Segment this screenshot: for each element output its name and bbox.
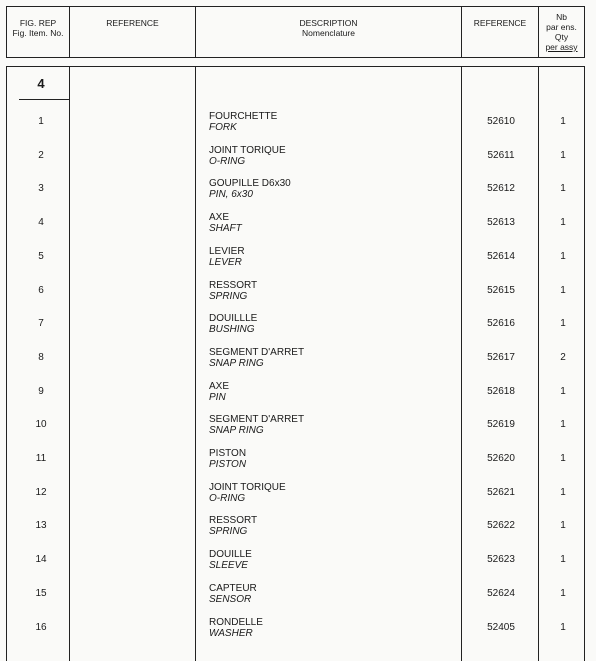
- description-french: GOUPILLE D6x30: [209, 178, 291, 190]
- item-number: 14: [35, 554, 47, 566]
- quantity: 1: [560, 621, 566, 633]
- description-english: PIN, 6x30: [209, 189, 253, 201]
- quantity: 1: [560, 587, 566, 599]
- part-reference: 52624: [487, 587, 515, 599]
- description-french: JOINT TORIQUE: [209, 481, 286, 493]
- quantity: 1: [560, 116, 566, 127]
- quantity: 1: [560, 250, 566, 262]
- description-cell: [209, 381, 229, 403]
- description-french: AXE: [209, 212, 230, 224]
- description-english: BUSHING: [209, 324, 255, 336]
- description-cell: [209, 313, 257, 335]
- header-reference: [70, 7, 196, 57]
- description-cell: [209, 347, 304, 369]
- quantity: 1: [560, 183, 566, 195]
- item-number: 11: [35, 453, 47, 464]
- part-reference: 52405: [487, 621, 515, 633]
- header-description: [196, 7, 462, 57]
- part-reference: 52615: [487, 284, 515, 296]
- table-row: [7, 616, 586, 652]
- part-reference: 52618: [487, 385, 515, 397]
- table-row: [7, 245, 586, 281]
- description-cell: [209, 617, 263, 639]
- table-row: [7, 113, 586, 146]
- part-reference: 52612: [487, 183, 515, 195]
- item-number: 2: [38, 149, 44, 161]
- description-french: LEVIER: [209, 245, 245, 257]
- table-row: [7, 180, 586, 213]
- table-row: [7, 517, 586, 550]
- quantity: 1: [560, 453, 566, 464]
- description-french: SEGMENT D'ARRET: [209, 346, 305, 358]
- description-french: RESSORT: [209, 515, 258, 527]
- description-cell: [209, 145, 286, 167]
- description-french: SEGMENT D'ARRET: [209, 414, 305, 426]
- description-french: PISTON: [209, 448, 247, 459]
- part-reference: 52613: [487, 217, 515, 229]
- description-english: WASHER: [209, 627, 253, 639]
- description-cell: [209, 178, 291, 200]
- item-number: 15: [35, 587, 47, 599]
- description-french: FOURCHETTE: [209, 111, 278, 122]
- description-english: PISTON: [209, 459, 247, 470]
- description-english: SNAP RING: [209, 357, 264, 369]
- item-number: 9: [38, 385, 44, 397]
- part-reference: 52611: [487, 149, 515, 161]
- description-french: RESSORT: [209, 279, 258, 291]
- item-number: 7: [38, 318, 44, 330]
- description-english: O-RING: [209, 492, 246, 504]
- description-english: O-RING: [209, 155, 246, 167]
- description-english: FORK: [209, 122, 237, 133]
- quantity: 1: [560, 284, 566, 296]
- item-number: 5: [38, 250, 44, 262]
- description-cell: [209, 482, 286, 504]
- header-qty: [539, 7, 584, 57]
- quantity: 1: [560, 217, 566, 229]
- description-cell: [209, 549, 252, 571]
- quantity: 2: [560, 351, 566, 363]
- item-number: 3: [38, 183, 44, 195]
- header-fig-rep: [7, 7, 70, 57]
- header-reference-label: REFERENCE: [106, 18, 159, 28]
- item-number: 1: [38, 116, 44, 127]
- header-reference-2-label: REFERENCE: [473, 18, 527, 28]
- description-french: DOUILLLE: [209, 313, 258, 325]
- quantity: 1: [560, 554, 566, 566]
- description-french: JOINT TORIQUE: [209, 144, 286, 156]
- quantity: 1: [560, 486, 566, 498]
- description-english: SHAFT: [209, 223, 242, 235]
- description-french: RONDELLE: [209, 616, 263, 628]
- item-number: 12: [35, 486, 47, 498]
- table-row: [7, 582, 586, 618]
- description-english: SPRING: [209, 526, 248, 538]
- part-reference: 52620: [487, 453, 515, 464]
- description-cell: [209, 246, 245, 268]
- header-par-ens-label: par ens.: [546, 22, 577, 32]
- table-row: [7, 380, 586, 416]
- item-number: 16: [35, 621, 47, 633]
- description-english: LEVER: [209, 256, 242, 268]
- header-fig-rep-label: FIG. REP: [19, 18, 57, 28]
- table-row: [7, 214, 586, 247]
- description-cell: [209, 448, 246, 470]
- table-row: [7, 450, 586, 483]
- header-qty-label: Qty: [554, 32, 569, 42]
- item-number: 8: [38, 351, 44, 363]
- table-row: [7, 481, 586, 517]
- description-cell: [209, 515, 257, 537]
- quantity: 1: [560, 385, 566, 397]
- part-reference: 52623: [487, 554, 515, 566]
- table-row: [7, 144, 586, 180]
- item-number: 13: [35, 520, 47, 532]
- part-reference: 52617: [487, 351, 515, 363]
- header-nomenclature-label: Nomenclature: [302, 28, 355, 38]
- quantity: 1: [560, 419, 566, 431]
- table-row: [7, 279, 586, 315]
- description-cell: [209, 111, 277, 133]
- description-french: CAPTEUR: [209, 582, 257, 594]
- description-cell: [209, 583, 257, 605]
- table-header: [6, 6, 585, 58]
- description-french: DOUILLE: [209, 549, 252, 561]
- table-row: [7, 551, 586, 584]
- description-cell: [209, 414, 304, 436]
- description-french: AXE: [209, 380, 230, 392]
- part-reference: 52622: [487, 520, 515, 532]
- description-english: SENSOR: [209, 593, 252, 605]
- table-row: [7, 416, 586, 449]
- table-row: [7, 346, 586, 382]
- header-fig-item-label: Fig. Item. No.: [12, 28, 64, 38]
- part-reference: 52619: [487, 419, 515, 431]
- header-nb-label: Nb: [556, 12, 567, 22]
- description-cell: [209, 212, 242, 234]
- header-description-label: DESCRIPTION: [299, 18, 358, 28]
- section-number: 4: [37, 76, 45, 91]
- section-underline: [19, 99, 69, 100]
- header-per-assy-label: per assy: [545, 42, 578, 52]
- part-reference: 52621: [487, 486, 515, 498]
- description-english: SLEEVE: [209, 560, 248, 572]
- item-number: 10: [35, 419, 47, 431]
- description-cell: [209, 280, 257, 302]
- part-reference: 52614: [487, 250, 515, 262]
- description-english: PIN: [209, 391, 226, 403]
- description-english: SPRING: [209, 290, 248, 302]
- table-body: [6, 66, 585, 661]
- description-english: SNAP RING: [209, 425, 264, 437]
- quantity: 1: [560, 149, 566, 161]
- part-reference: 52616: [487, 318, 515, 330]
- quantity: 1: [560, 318, 566, 330]
- item-number: 6: [38, 284, 44, 296]
- header-reference-2: [462, 7, 539, 57]
- item-number: 4: [38, 217, 44, 229]
- part-reference: 52610: [487, 116, 515, 127]
- table-row: [7, 315, 586, 348]
- quantity: 1: [560, 520, 566, 532]
